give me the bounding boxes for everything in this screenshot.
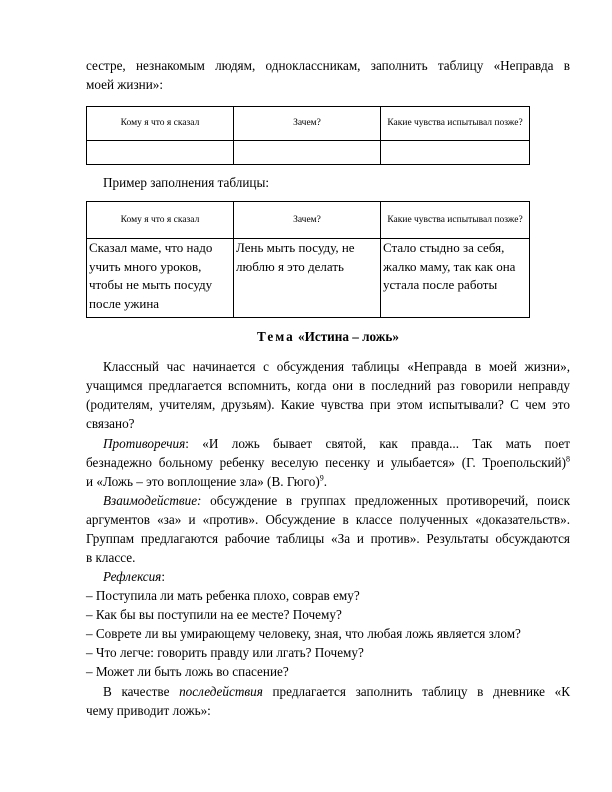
footnote-mark: 8	[566, 454, 570, 464]
paragraph-text: предлагается заполнить таблицу в дневнике «К	[262, 684, 570, 699]
paragraph-line	[86, 567, 570, 586]
table-header-cell: Зачем?	[234, 202, 381, 239]
paragraph-text: : «И ложь бывает святой, как правда... Так мать поет	[185, 436, 570, 451]
table-header-cell: Кому я что я сказал	[87, 202, 234, 239]
topic-heading	[86, 329, 570, 345]
paragraph-text: :	[161, 569, 165, 584]
topic-word: Тема	[257, 329, 295, 344]
reflection-question: – Как бы вы поступили на ее месте? Почему?	[86, 607, 342, 622]
paragraph-line: чему приводит ложь»:	[86, 703, 211, 718]
table-header-row	[87, 107, 530, 141]
paragraph-interaction	[86, 491, 570, 567]
reflection-question: – Что легче: говорить правду или лгать? Почему?	[86, 645, 364, 660]
paragraph-line	[86, 491, 570, 510]
paragraph-text: В качестве	[103, 684, 180, 699]
table-cell: Сказал маме, что надо учить много уроков, чтобы не мыть посуду после ужина	[87, 239, 234, 318]
table-row	[87, 239, 530, 318]
paragraph-line: аргументов «за» и «против». Обсуждение в классе полученных «доказательств».	[86, 512, 570, 527]
paragraph-line: Группам предлагаются рабочие таблицы «За и против». Результаты обсуждаются	[86, 531, 570, 546]
contradictions-label: Противоречия	[103, 436, 186, 451]
reflection-question: – Поступила ли мать ребенка плохо, соврав ему?	[86, 588, 360, 603]
table-cell-empty	[234, 141, 381, 165]
paragraph-aftereffect	[86, 682, 570, 720]
footnote-mark: 9	[319, 473, 324, 483]
table-header-cell: Какие чувства испытывал позже?	[381, 202, 530, 239]
table-header-row	[87, 202, 530, 239]
example-label: Пример заполнения таблицы:	[103, 175, 269, 190]
paragraph-line: в классе.	[86, 550, 136, 565]
paragraph-line	[86, 453, 570, 472]
table-cell-empty	[87, 141, 234, 165]
paragraph-line	[86, 434, 570, 453]
paragraph-text: и «Ложь – это воплощение зла» (В. Гюго)	[86, 474, 320, 489]
paragraph-line	[86, 682, 570, 701]
intro-line-2: моей жизни»:	[86, 77, 164, 92]
table-cell: Стало стыдно за себя, жалко маму, так как она устала после работы	[381, 239, 530, 318]
topic-title: «Истина – ложь»	[297, 329, 399, 344]
paragraph-text: обсуждение в группах предложенных противоречий, поиск	[201, 493, 570, 508]
paragraph-line	[86, 472, 570, 491]
table-cell-empty	[381, 141, 530, 165]
lies-table-empty	[86, 106, 530, 165]
paragraph-line: Классный час начинается с обсуждения таблицы «Неправда в моей жизни»,	[103, 359, 570, 374]
intro-paragraph	[86, 56, 570, 94]
paragraph-text: .	[323, 474, 328, 489]
paragraph-line: учащимся предлагается вспомнить, когда они в последний раз говорили неправду	[86, 378, 570, 393]
paragraph-intro-class	[86, 357, 570, 433]
interaction-label: Взаимодействие:	[103, 493, 202, 508]
table-cell: Лень мыть посуду, не люблю я это делать	[234, 239, 381, 318]
table-row	[87, 141, 530, 165]
reflection-label: Рефлексия	[103, 569, 162, 584]
reflection-question: – Может ли быть ложь во спасение?	[86, 664, 289, 679]
table-header-cell: Кому я что я сказал	[87, 107, 234, 141]
paragraph-line: связано?	[86, 416, 135, 431]
paragraph-text: безнадежно больному ребенку веселую песенку и улыбается» (Г. Троепольский)	[86, 455, 566, 470]
paragraph-line: (родителям, учителям, друзьям). Какие чувства при этом испытывали? С чем это	[86, 397, 570, 412]
reflection-question: – Соврете ли вы умирающему человеку, зная, что любая ложь является злом?	[86, 626, 521, 641]
aftereffect-label: последействия	[179, 684, 263, 699]
paragraph-reflection	[86, 567, 570, 681]
intro-line-1: сестре, незнакомым людям, одноклассникам, заполнить таблицу «Неправда в	[86, 58, 570, 73]
paragraph-contradictions	[86, 434, 570, 491]
table-header-cell: Зачем?	[234, 107, 381, 141]
lies-table-example	[86, 201, 530, 318]
table-header-cell: Какие чувства испытывал позже?	[381, 107, 530, 141]
